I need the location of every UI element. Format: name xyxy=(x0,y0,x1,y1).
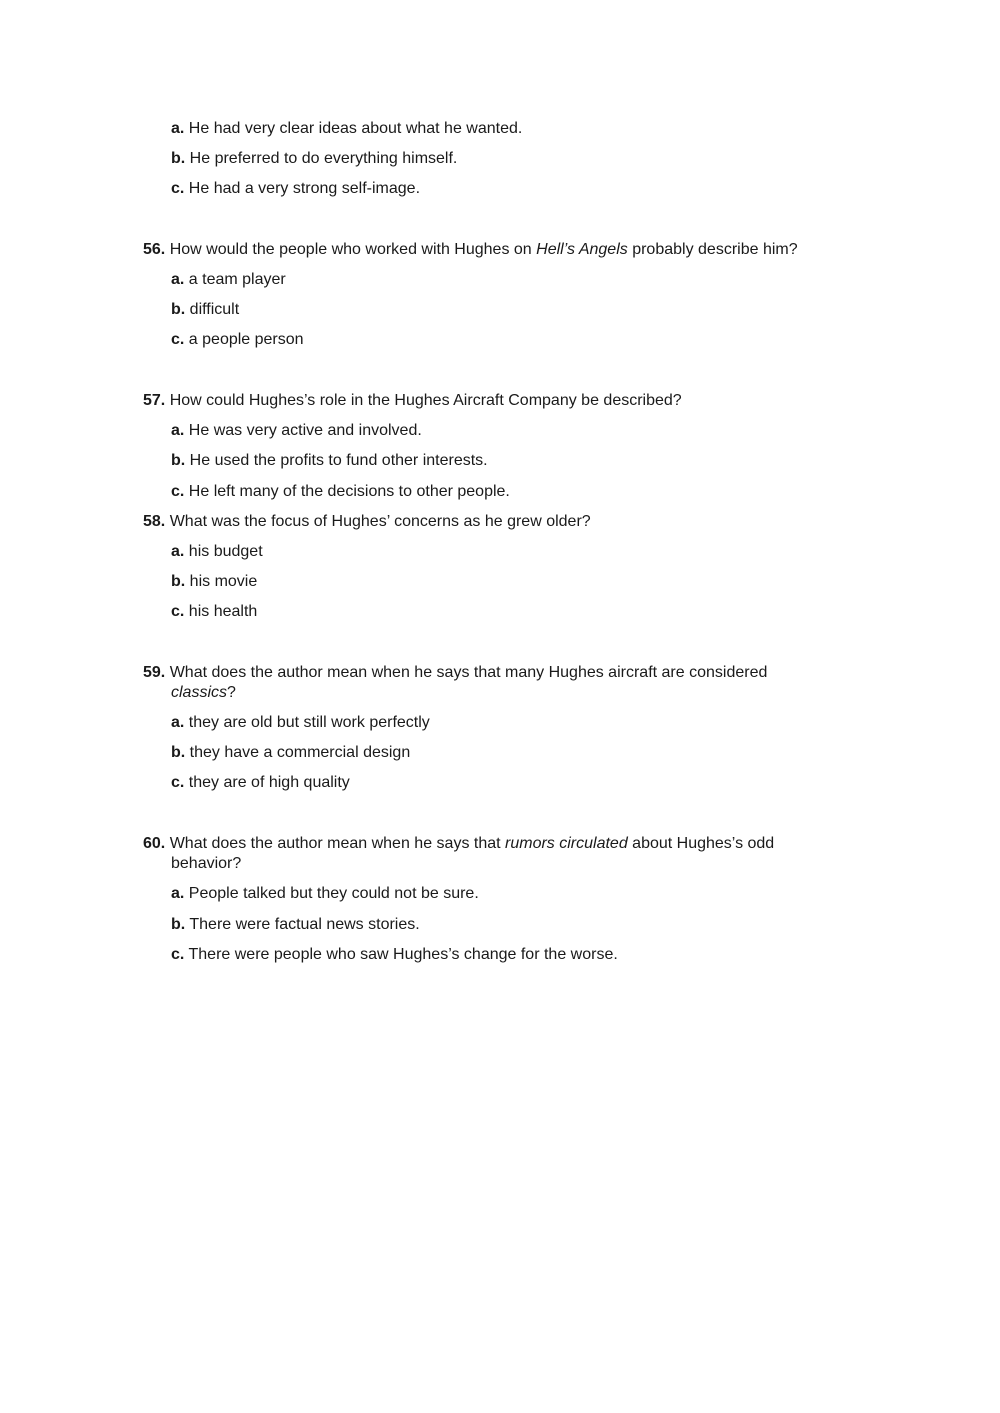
q59-option-a: a. they are old but still work perfectly xyxy=(171,714,430,731)
q60-option-a: a. People talked but they could not be sure. xyxy=(171,885,479,902)
q58-option-a: a. his budget xyxy=(171,543,263,560)
question-56: 56. How would the people who worked with Hughes on Hell’s Angels probably describe him? xyxy=(143,241,798,258)
q60-option-b: b. There were factual news stories. xyxy=(171,916,420,933)
question-60: 60. What does the author mean when he says that rumors circulated about Hughes’s odd xyxy=(143,835,775,852)
q56-option-b: b. difficult xyxy=(171,301,240,318)
question-60-continued: behavior? xyxy=(171,855,242,872)
q58-option-c: c. his health xyxy=(171,603,258,620)
q59-option-c: c. they are of high quality xyxy=(171,774,350,791)
q56-option-c: c. a people person xyxy=(171,331,304,348)
q57-option-a: a. He was very active and involved. xyxy=(171,422,422,439)
question-59: 59. What does the author mean when he says that many Hughes aircraft are considered xyxy=(143,664,768,681)
q59-option-b: b. they have a commercial design xyxy=(171,744,411,761)
intro-option-b: b. He preferred to do everything himself. xyxy=(171,150,458,167)
q56-option-a: a. a team player xyxy=(171,271,286,288)
q57-option-c: c. He left many of the decisions to other people. xyxy=(171,483,510,500)
q57-option-b: b. He used the profits to fund other interests. xyxy=(171,452,488,469)
question-59-continued: classics? xyxy=(171,684,236,701)
intro-option-c: c. He had a very strong self-image. xyxy=(171,180,421,197)
intro-option-a: a. He had very clear ideas about what he wanted. xyxy=(171,120,523,137)
question-57: 57. How could Hughes’s role in the Hughes Aircraft Company be described? xyxy=(143,392,682,409)
q60-option-c: c. There were people who saw Hughes’s change for the worse. xyxy=(171,946,618,963)
q58-option-b: b. his movie xyxy=(171,573,258,590)
question-58: 58. What was the focus of Hughes’ concerns as he grew older? xyxy=(143,513,591,530)
